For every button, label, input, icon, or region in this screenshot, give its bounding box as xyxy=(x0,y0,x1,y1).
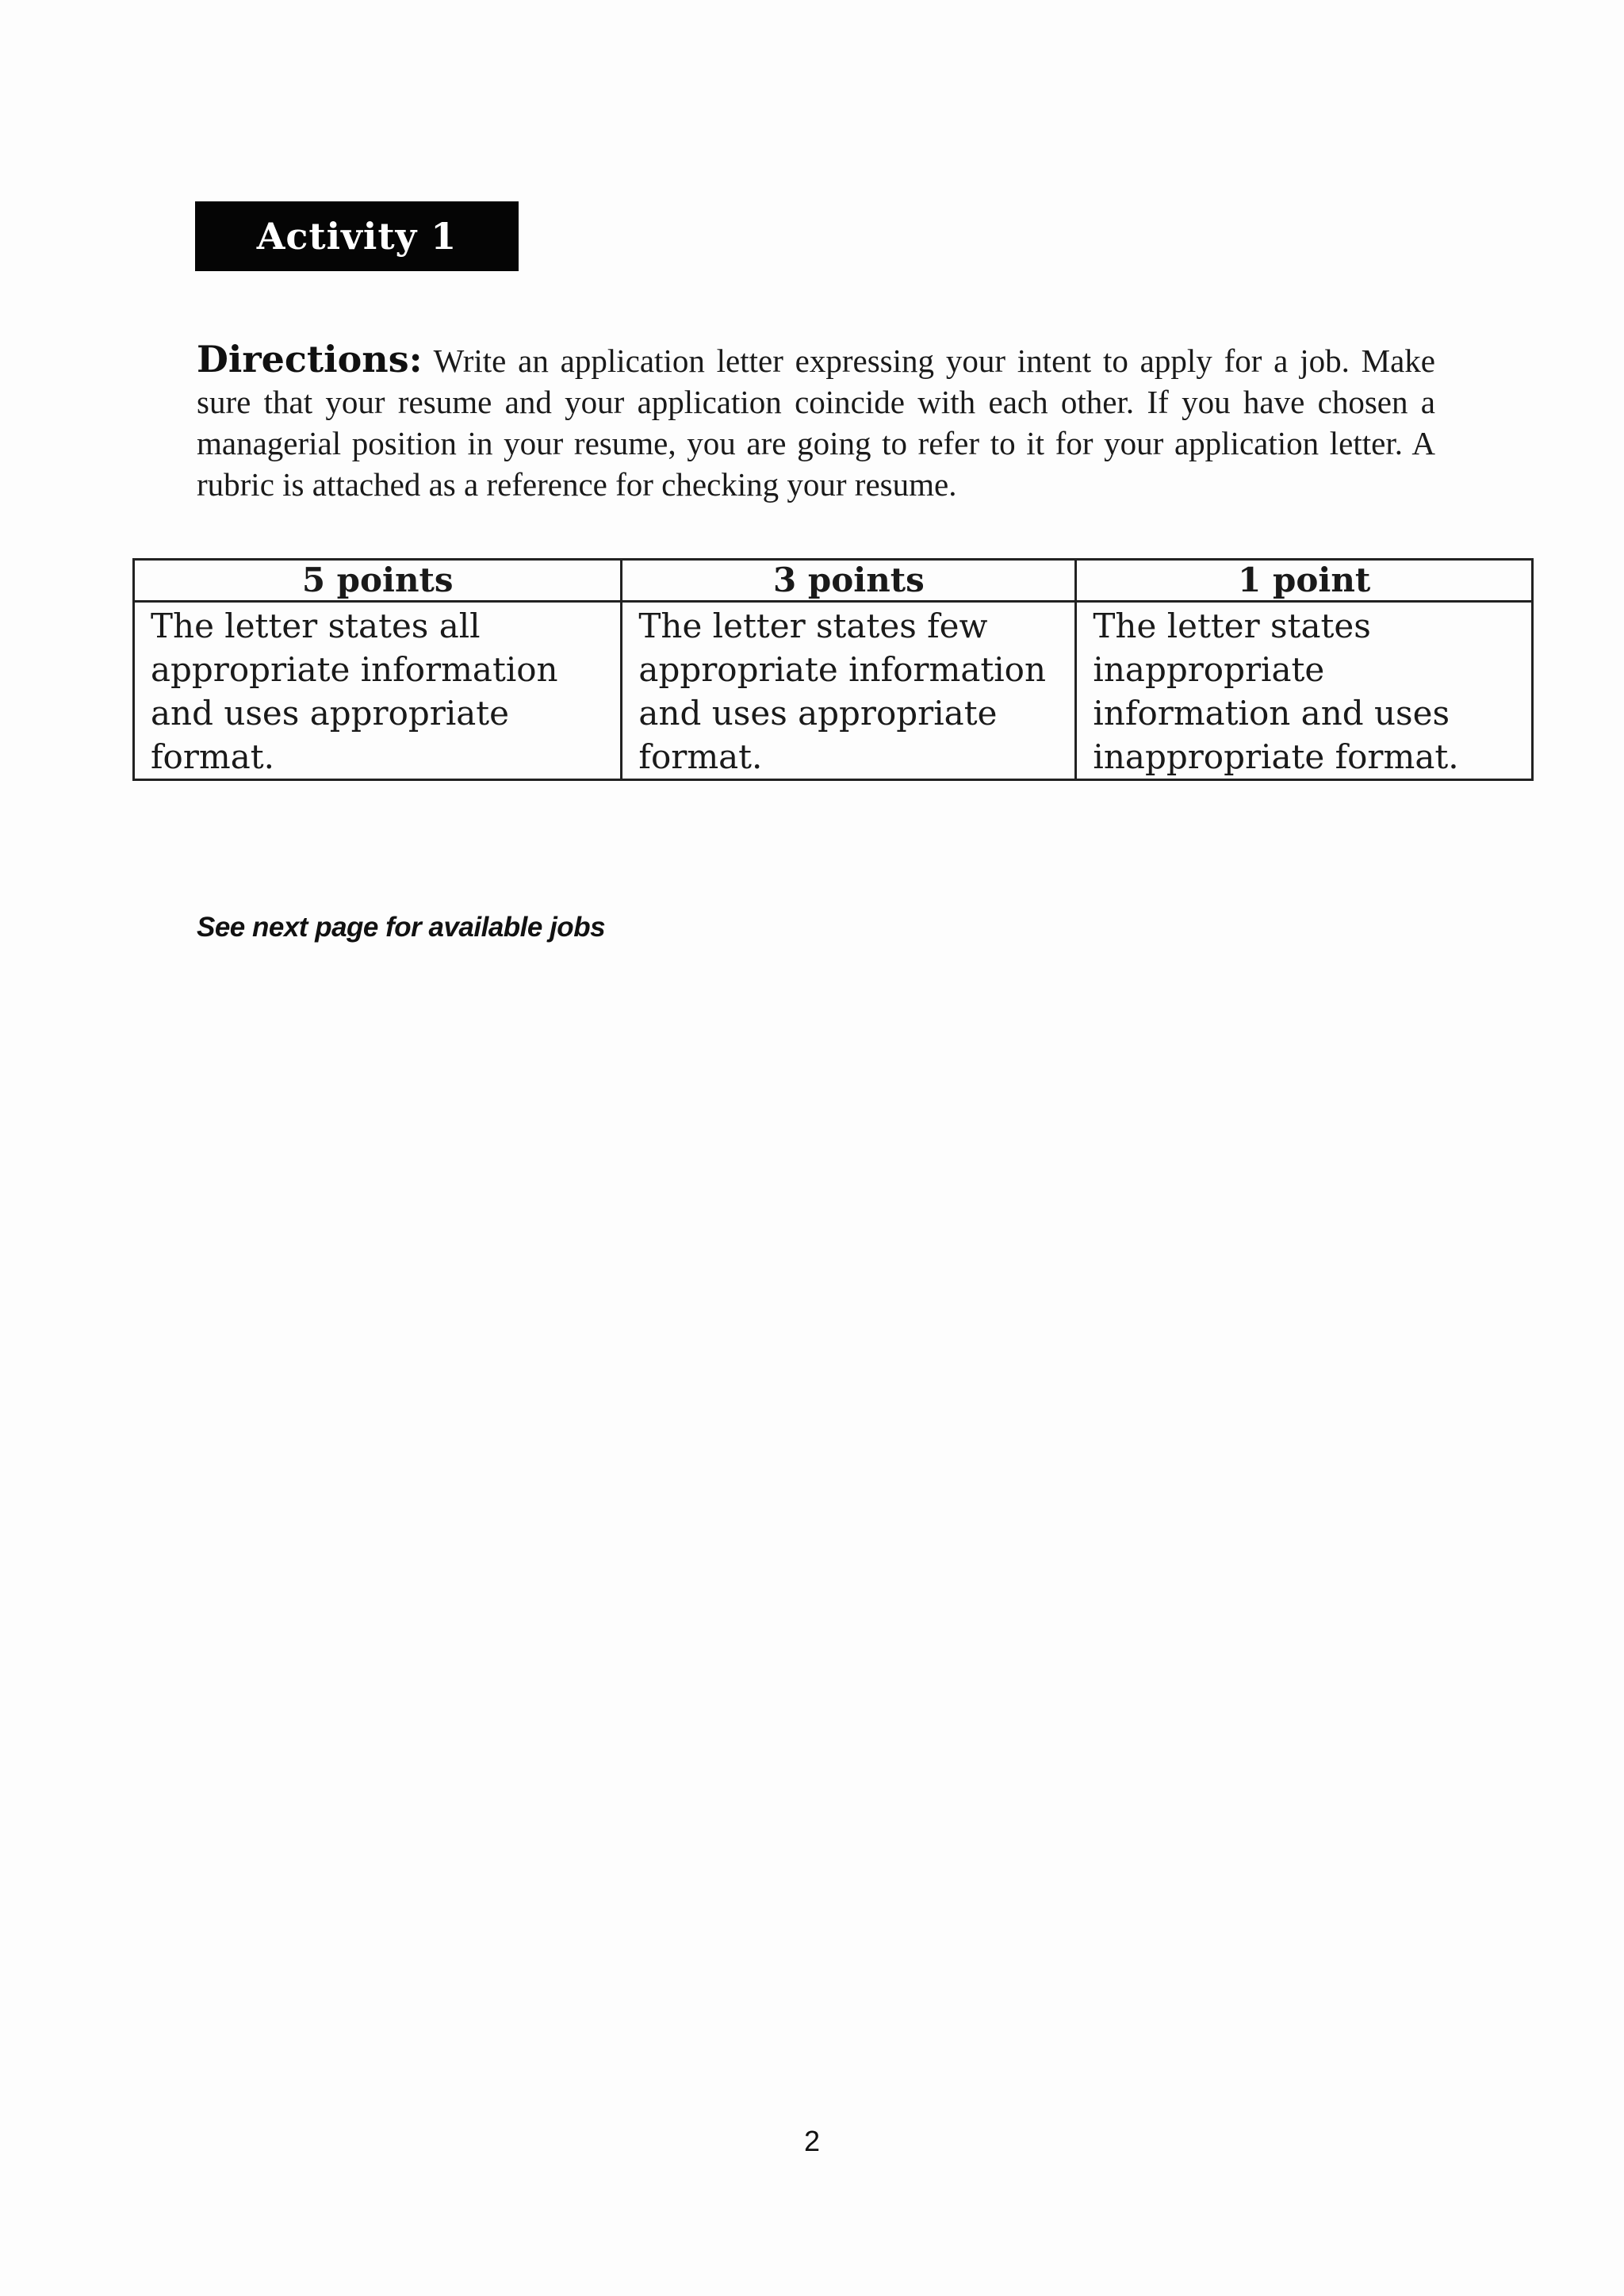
rubric-header-row xyxy=(134,560,1533,602)
directions-text: Write an application letter expressing your intent to apply for a job. Make sure that your resume and your application coincide with each other. If you have chosen a managerial position in your resume, you are going to refer to it for your application letter. A rubric is attached as a reference for checking your resume. xyxy=(197,342,1435,503)
rubric-criterion-1-point: The letter states inappropriate information and uses inappropriate format. xyxy=(1076,602,1533,780)
rubric-header-5-points: 5 points xyxy=(134,560,622,602)
page-number: 2 xyxy=(803,2125,821,2157)
directions-paragraph xyxy=(197,339,1435,505)
rubric-header-1-point: 1 point xyxy=(1076,560,1533,602)
activity-title: Activity 1 xyxy=(195,201,519,271)
rubric-criterion-5-points: The letter states all appropriate information and uses appropriate format. xyxy=(134,602,622,780)
rubric-criterion-3-points: The letter states few appropriate information and uses appropriate format. xyxy=(622,602,1076,780)
rubric-header-3-points: 3 points xyxy=(622,560,1076,602)
rubric-table xyxy=(132,558,1534,781)
directions-label: Directions: xyxy=(197,338,423,381)
rubric-criteria-row xyxy=(134,602,1533,780)
next-page-note: See next page for available jobs xyxy=(197,912,606,943)
